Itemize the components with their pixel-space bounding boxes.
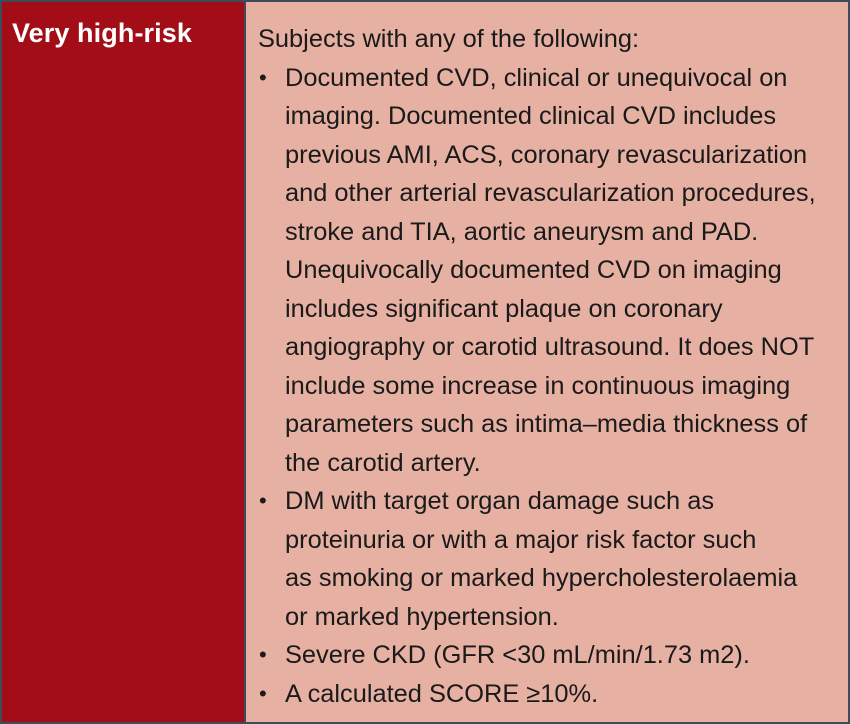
criteria-text-line: the carotid artery.	[285, 448, 481, 477]
criteria-text-line: DM with target organ damage such as	[285, 487, 715, 515]
bullet-icon: •	[259, 64, 267, 90]
criteria-text-line: or marked hypertension.	[285, 602, 559, 631]
criteria-text-line: Documented CVD, clinical or unequivocal on	[285, 63, 788, 92]
criteria-text-line: parameters such as intima–media thickness of	[285, 410, 808, 438]
risk-category-label: Very high-risk	[12, 18, 192, 48]
criteria-text-line: and other arterial revascularization procedures,	[285, 179, 816, 207]
criteria-text-line: previous AMI, ACS, coronary revascularization	[285, 140, 808, 169]
criteria-list	[258, 59, 838, 714]
criteria-text-line: proteinuria or with a major risk factor such	[285, 525, 757, 554]
criteria-text-line: angiography or carotid ultrasound. It does NOT	[285, 333, 815, 361]
risk-category-cell	[2, 2, 246, 722]
criteria-text-line: Unequivocally documented CVD on imaging	[285, 256, 782, 284]
bullet-icon: •	[259, 680, 267, 706]
criteria-cell	[246, 2, 848, 722]
criteria-item	[258, 482, 838, 636]
criteria-text-line: imaging. Documented clinical CVD includes	[285, 102, 777, 130]
criteria-text-line: include some increase in continuous imaging	[285, 371, 791, 400]
bullet-icon: •	[259, 642, 267, 667]
criteria-item	[258, 59, 838, 483]
criteria-text-line: A calculated SCORE ≥10%.	[285, 679, 599, 708]
bullet-icon: •	[259, 488, 267, 513]
criteria-text-line: includes significant plaque on coronary	[285, 294, 723, 323]
criteria-item	[258, 675, 838, 714]
criteria-text-line: stroke and TIA, aortic aneurysm and PAD.	[285, 217, 759, 246]
criteria-item	[258, 636, 838, 675]
criteria-text-line: Severe CKD (GFR <30 mL/min/1.73 m2).	[285, 641, 750, 669]
criteria-text-line: as smoking or marked hypercholesterolaemia	[285, 564, 798, 592]
criteria-intro: Subjects with any of the following:	[258, 25, 640, 53]
